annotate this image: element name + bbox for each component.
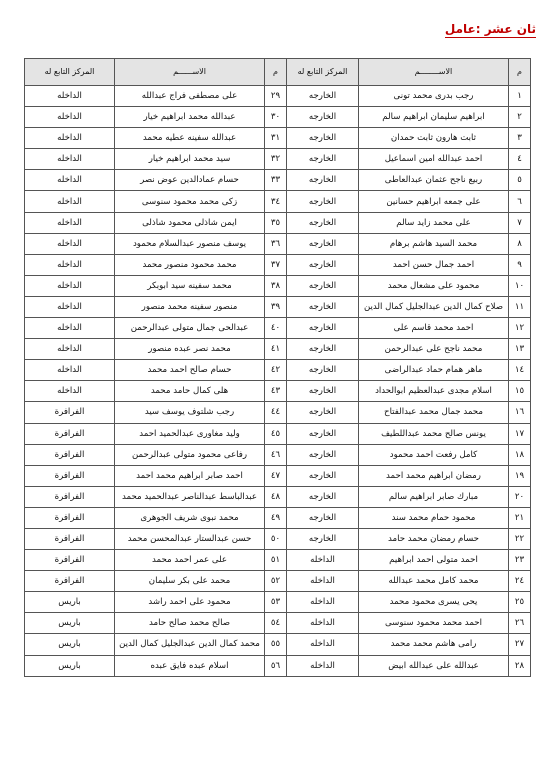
center-cell-2: الفرافرة: [25, 423, 115, 444]
center-cell-2: باريس: [25, 655, 115, 676]
page-title: ثان عشر :عامل: [444, 22, 536, 36]
name-cell-2: سيد محمد ابراهيم خيار: [115, 149, 265, 170]
center-cell-2: الداخله: [25, 191, 115, 212]
center-cell-2: الداخله: [25, 149, 115, 170]
row-number-cell: ٢٣: [509, 550, 531, 571]
name-cell: على جمعه ابراهيم حسانين: [359, 191, 509, 212]
header-num: م: [509, 59, 531, 86]
name-cell: يحى يسرى محمود محمد: [359, 592, 509, 613]
center-cell: الداخله: [287, 655, 359, 676]
name-cell: يونس صالح محمد عبداللطيف: [359, 423, 509, 444]
row-number-cell: ١٥: [509, 381, 531, 402]
center-cell-2: الداخله: [25, 212, 115, 233]
center-cell: الخارجه: [287, 107, 359, 128]
center-cell-2: الداخله: [25, 86, 115, 107]
name-cell: محمد كامل محمد عبدالله: [359, 571, 509, 592]
name-cell: احمد متولى احمد ابراهيم: [359, 550, 509, 571]
row-number-cell-2: ٥١: [265, 550, 287, 571]
name-cell-2: حسام عمادالدين عوض نصر: [115, 170, 265, 191]
center-cell: الخارجه: [287, 444, 359, 465]
table-row: [25, 339, 531, 360]
name-cell: رامى هاشم محمد محمد: [359, 634, 509, 655]
row-number-cell-2: ٤٩: [265, 507, 287, 528]
table-row: [25, 191, 531, 212]
table-row: [25, 528, 531, 549]
name-cell: حسام رمضان محمد حامد: [359, 528, 509, 549]
row-number-cell-2: ٢٩: [265, 86, 287, 107]
name-cell-2: منصور سفينه محمد منصور: [115, 296, 265, 317]
name-cell-2: حسن عبدالستار عبدالمحسن محمد: [115, 528, 265, 549]
center-cell: الخارجه: [287, 318, 359, 339]
center-cell-2: الداخله: [25, 233, 115, 254]
row-number-cell: ٩: [509, 254, 531, 275]
row-number-cell-2: ٣٢: [265, 149, 287, 170]
table-row: [25, 571, 531, 592]
table-row: [25, 550, 531, 571]
table-row: [25, 149, 531, 170]
row-number-cell-2: ٥٤: [265, 613, 287, 634]
name-cell: اسلام مجدى عبدالعظيم ابوالحداد: [359, 381, 509, 402]
row-number-cell: ١٤: [509, 360, 531, 381]
name-cell: كامل رفعت احمد محمود: [359, 444, 509, 465]
name-cell-2: على عمر احمد محمد: [115, 550, 265, 571]
row-number-cell-2: ٤٨: [265, 486, 287, 507]
table-row: [25, 444, 531, 465]
name-cell-2: رجب شلتوف يوسف سيد: [115, 402, 265, 423]
center-cell-2: الفرافرة: [25, 550, 115, 571]
header-num-2: م: [265, 59, 287, 86]
name-cell: احمد جمال حسن احمد: [359, 254, 509, 275]
name-cell: محمود على مشعال محمد: [359, 275, 509, 296]
row-number-cell: ١٣: [509, 339, 531, 360]
row-number-cell-2: ٥٥: [265, 634, 287, 655]
center-cell: الداخله: [287, 550, 359, 571]
row-number-cell: ١٨: [509, 444, 531, 465]
row-number-cell-2: ٣٥: [265, 212, 287, 233]
row-number-cell: ٢٥: [509, 592, 531, 613]
row-number-cell-2: ٤٧: [265, 465, 287, 486]
name-cell-2: زكى محمد محمود سنوسى: [115, 191, 265, 212]
center-cell: الداخله: [287, 571, 359, 592]
center-cell-2: باريس: [25, 613, 115, 634]
center-cell-2: الداخله: [25, 381, 115, 402]
header-center-2: المركز التابع له: [25, 59, 115, 86]
center-cell: الخارجه: [287, 528, 359, 549]
table-row: [25, 212, 531, 233]
center-cell: الخارجه: [287, 170, 359, 191]
center-cell: الخارجه: [287, 128, 359, 149]
row-number-cell: ١٠: [509, 275, 531, 296]
row-number-cell-2: ٤٣: [265, 381, 287, 402]
name-cell: محمد جمال محمد عبدالفتاح: [359, 402, 509, 423]
table-row: [25, 128, 531, 149]
row-number-cell-2: ٤٤: [265, 402, 287, 423]
name-cell-2: محمد سفينه سيد ابوبكر: [115, 275, 265, 296]
row-number-cell-2: ٤٢: [265, 360, 287, 381]
center-cell: الخارجه: [287, 149, 359, 170]
row-number-cell-2: ٣٩: [265, 296, 287, 317]
table-row: [25, 486, 531, 507]
name-cell: محمود حمام محمد سند: [359, 507, 509, 528]
name-cell-2: محمد على بكر سليمان: [115, 571, 265, 592]
name-cell: على محمد زايد سالم: [359, 212, 509, 233]
name-cell-2: عبدالحى جمال متولى عبدالرحمن: [115, 318, 265, 339]
name-cell-2: رفاعى محمود متولى عبدالرحمن: [115, 444, 265, 465]
header-name-2: الاســــــم: [115, 59, 265, 86]
name-cell-2: عبدالباسط عبدالناصر عبدالحميد محمد: [115, 486, 265, 507]
center-cell: الخارجه: [287, 381, 359, 402]
roster-body: [25, 86, 531, 677]
row-number-cell: ٢٦: [509, 613, 531, 634]
row-number-cell-2: ٣٣: [265, 170, 287, 191]
center-cell: الخارجه: [287, 191, 359, 212]
row-number-cell: ٢٠: [509, 486, 531, 507]
name-cell: ربيع ناجح عثمان عبدالعاطى: [359, 170, 509, 191]
name-cell: رجب بدرى محمد تونى: [359, 86, 509, 107]
row-number-cell: ١٩: [509, 465, 531, 486]
name-cell-2: محمد نبوى شريف الجوهرى: [115, 507, 265, 528]
row-number-cell-2: ٣٠: [265, 107, 287, 128]
row-number-cell: ٦: [509, 191, 531, 212]
table-row: [25, 507, 531, 528]
center-cell: الداخله: [287, 613, 359, 634]
name-cell-2: محمد كمال الدين عبدالجليل كمال الدين: [115, 634, 265, 655]
center-cell: الخارجه: [287, 86, 359, 107]
center-cell-2: الفرافرة: [25, 571, 115, 592]
row-number-cell: ٤: [509, 149, 531, 170]
center-cell: الخارجه: [287, 423, 359, 444]
center-cell: الخارجه: [287, 507, 359, 528]
center-cell-2: الداخله: [25, 107, 115, 128]
name-cell-2: حسام صالح احمد محمد: [115, 360, 265, 381]
row-number-cell: ١٦: [509, 402, 531, 423]
row-number-cell-2: ٣١: [265, 128, 287, 149]
name-cell: محمد السيد هاشم برهام: [359, 233, 509, 254]
name-cell: ثابت هارون ثابت حمدان: [359, 128, 509, 149]
center-cell-2: الداخله: [25, 275, 115, 296]
row-number-cell-2: ٤١: [265, 339, 287, 360]
row-number-cell: ٧: [509, 212, 531, 233]
row-number-cell-2: ٣٧: [265, 254, 287, 275]
row-number-cell-2: ٤٠: [265, 318, 287, 339]
row-number-cell: ١٧: [509, 423, 531, 444]
name-cell-2: ايمن شاذلى محمود شاذلى: [115, 212, 265, 233]
row-number-cell: ١: [509, 86, 531, 107]
name-cell-2: وليد مغاورى عبدالحميد احمد: [115, 423, 265, 444]
table-row: [25, 318, 531, 339]
center-cell-2: الفرافرة: [25, 402, 115, 423]
name-cell-2: محمد نصر عبده منصور: [115, 339, 265, 360]
table-row: [25, 655, 531, 676]
row-number-cell-2: ٣٨: [265, 275, 287, 296]
center-cell-2: الفرافرة: [25, 465, 115, 486]
name-cell-2: محمد محمود منصور محمد: [115, 254, 265, 275]
table-row: [25, 423, 531, 444]
name-cell: ماهر همام حماد عبدالراضى: [359, 360, 509, 381]
row-number-cell: ٢٢: [509, 528, 531, 549]
name-cell-2: هلى كمال حامد محمد: [115, 381, 265, 402]
table-row: [25, 465, 531, 486]
center-cell: الداخله: [287, 634, 359, 655]
row-number-cell: ١١: [509, 296, 531, 317]
name-cell: احمد عبدالله امين اسماعيل: [359, 149, 509, 170]
row-number-cell: ٢٤: [509, 571, 531, 592]
name-cell: رمضان ابراهيم محمد احمد: [359, 465, 509, 486]
row-number-cell-2: ٣٦: [265, 233, 287, 254]
table-row: [25, 360, 531, 381]
table-row: [25, 592, 531, 613]
name-cell-2: عبدالله محمد ابراهيم خيار: [115, 107, 265, 128]
name-cell: ابراهيم سليمان ابراهيم سالم: [359, 107, 509, 128]
center-cell: الداخله: [287, 592, 359, 613]
center-cell-2: الداخله: [25, 254, 115, 275]
center-cell-2: الداخله: [25, 339, 115, 360]
table-row: [25, 634, 531, 655]
header-name: الاســــــــم: [359, 59, 509, 86]
name-cell-2: صالح محمد صالح حامد: [115, 613, 265, 634]
name-cell-2: على مصطفى فراج عبدالله: [115, 86, 265, 107]
row-number-cell: ٣: [509, 128, 531, 149]
row-number-cell: ٢: [509, 107, 531, 128]
center-cell-2: الداخله: [25, 296, 115, 317]
center-cell: الخارجه: [287, 296, 359, 317]
row-number-cell: ٢١: [509, 507, 531, 528]
center-cell-2: باريس: [25, 592, 115, 613]
table-row: [25, 86, 531, 107]
center-cell-2: الداخله: [25, 128, 115, 149]
row-number-cell: ٢٨: [509, 655, 531, 676]
center-cell: الخارجه: [287, 212, 359, 233]
name-cell-2: يوسف منصور عبدالسلام محمود: [115, 233, 265, 254]
table-row: [25, 254, 531, 275]
name-cell: عبدالله على عبدالله ابيض: [359, 655, 509, 676]
center-cell-2: الفرافرة: [25, 444, 115, 465]
row-number-cell-2: ٣٤: [265, 191, 287, 212]
row-number-cell-2: ٤٦: [265, 444, 287, 465]
name-cell-2: اسلام عبده فايق عبده: [115, 655, 265, 676]
center-cell-2: الداخله: [25, 318, 115, 339]
center-cell: الخارجه: [287, 254, 359, 275]
center-cell-2: الداخله: [25, 170, 115, 191]
table-row: [25, 275, 531, 296]
name-cell-2: احمد صابر ابراهيم محمد احمد: [115, 465, 265, 486]
row-number-cell-2: ٥٦: [265, 655, 287, 676]
table-row: [25, 170, 531, 191]
row-number-cell: ٢٧: [509, 634, 531, 655]
row-number-cell-2: ٥٠: [265, 528, 287, 549]
header-center: المركز التابع له: [287, 59, 359, 86]
table-row: [25, 233, 531, 254]
center-cell: الخارجه: [287, 486, 359, 507]
center-cell-2: باريس: [25, 634, 115, 655]
center-cell: الخارجه: [287, 465, 359, 486]
center-cell-2: الفرافرة: [25, 486, 115, 507]
row-number-cell: ١٢: [509, 318, 531, 339]
center-cell: الخارجه: [287, 360, 359, 381]
name-cell: صلاح كمال الدين عبدالجليل كمال الدين: [359, 296, 509, 317]
table-row: [25, 107, 531, 128]
table-row: [25, 381, 531, 402]
table-row: [25, 296, 531, 317]
center-cell-2: الداخله: [25, 360, 115, 381]
row-number-cell-2: ٤٥: [265, 423, 287, 444]
name-cell-2: عبدالله سفينه عطيه محمد: [115, 128, 265, 149]
center-cell-2: الفرافرة: [25, 528, 115, 549]
name-cell: محمد ناجح على عبدالرحمن: [359, 339, 509, 360]
row-number-cell-2: ٥٢: [265, 571, 287, 592]
center-cell: الخارجه: [287, 339, 359, 360]
center-cell-2: الفرافرة: [25, 507, 115, 528]
name-cell: احمد محمد قاسم على: [359, 318, 509, 339]
table-row: [25, 613, 531, 634]
center-cell: الخارجه: [287, 402, 359, 423]
center-cell: الخارجه: [287, 233, 359, 254]
row-number-cell-2: ٥٣: [265, 592, 287, 613]
row-number-cell: ٥: [509, 170, 531, 191]
name-cell: احمد محمد محمود سنوسى: [359, 613, 509, 634]
row-number-cell: ٨: [509, 233, 531, 254]
name-cell: مبارك صابر ابراهيم سالم: [359, 486, 509, 507]
name-cell-2: محمود على احمد راشد: [115, 592, 265, 613]
center-cell: الخارجه: [287, 275, 359, 296]
table-header-row: [25, 59, 531, 86]
table-row: [25, 402, 531, 423]
roster-table: [24, 58, 531, 677]
